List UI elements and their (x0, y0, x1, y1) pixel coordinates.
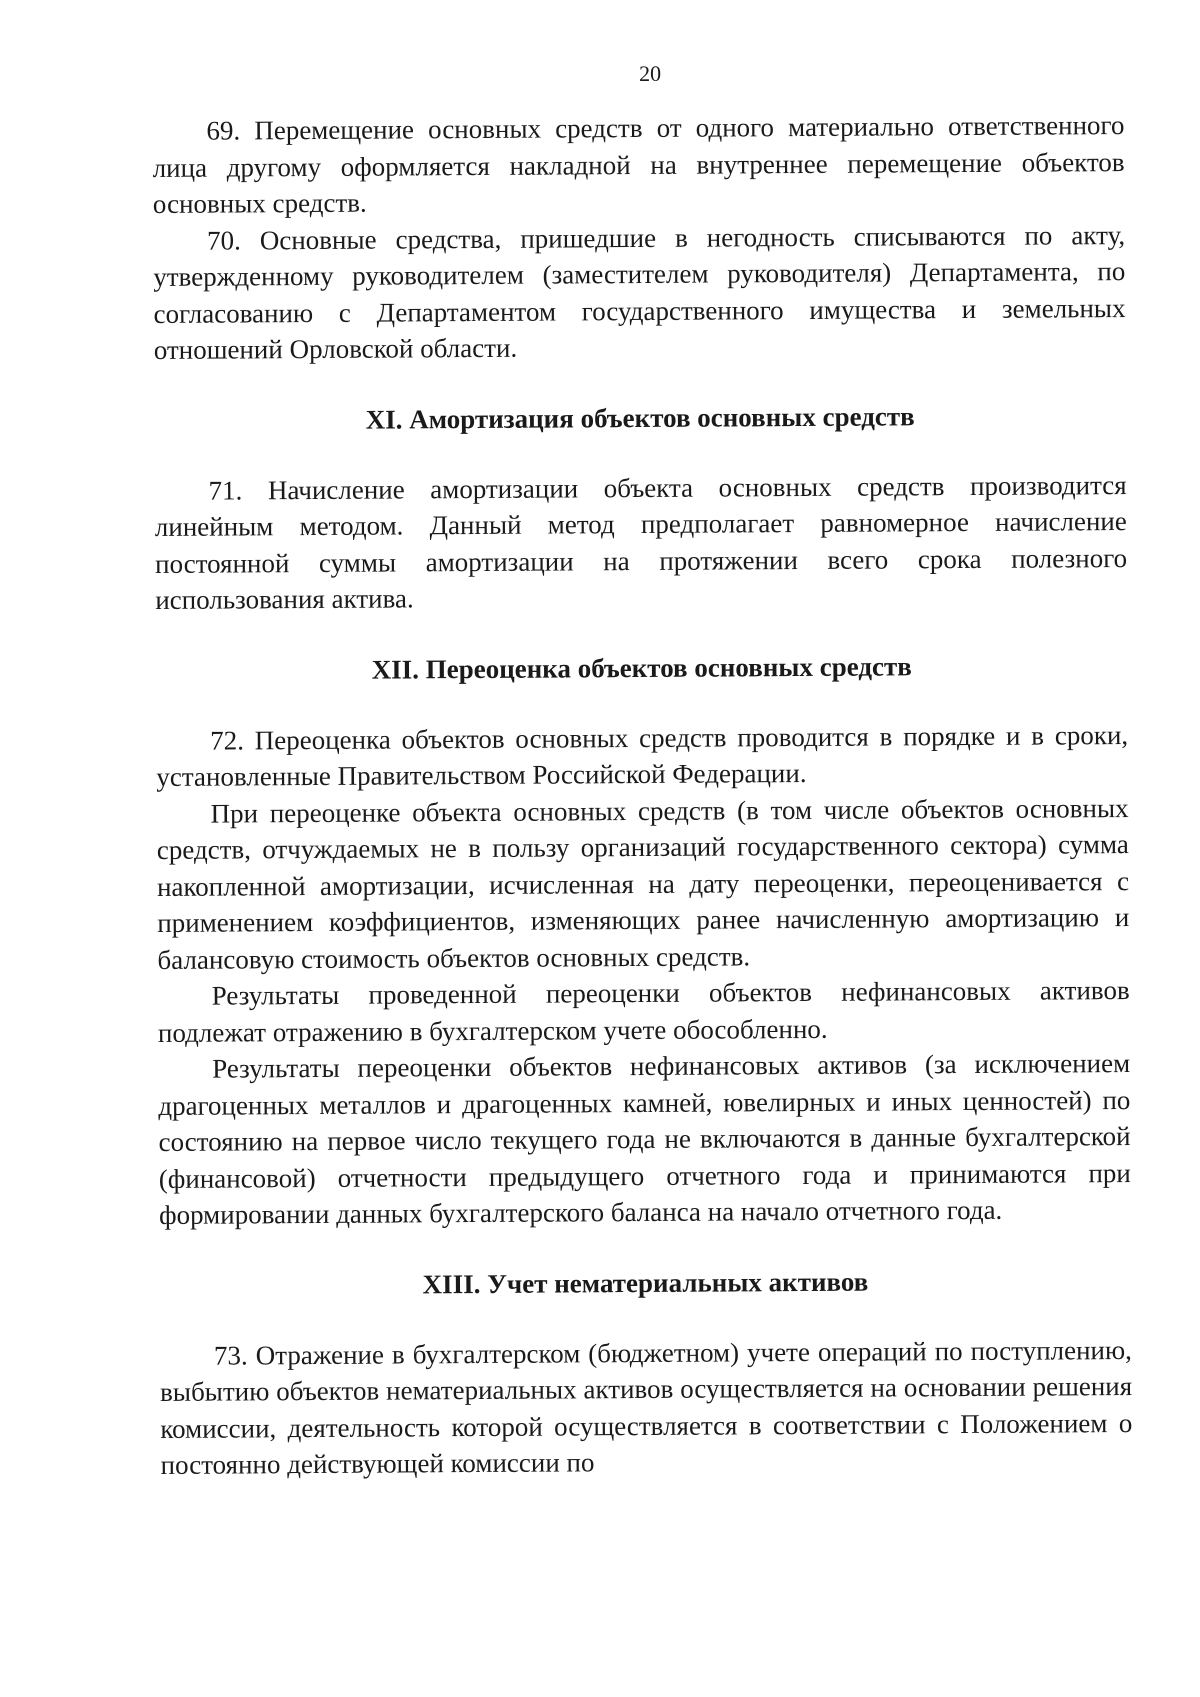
paragraph-72: 72. Переоценка объектов основных средств проводится в порядке и в сроки, установленные Правительством Российской Федерации. (156, 719, 1129, 792)
paragraph-69: 69. Перемещение основных средств от одного материально ответственного лица другому оформляется накладной на внутреннее перемещение объектов основных средств. (152, 110, 1125, 219)
paragraph-71: 71. Начисление амортизации объекта основных средств производится линейным методом. Данный метод предполагает равномерное начисление постоянной суммы амортизации на протяжении всего срока полезного использования актива. (154, 469, 1128, 615)
section-heading-xiii: XIII. Учет нематериальных активов (422, 1266, 869, 1299)
section-heading-xii: XII. Переоценка объектов основных средств (371, 650, 912, 685)
paragraph-73: 73. Отражение в бухгалтерском (бюджетном) учете операций по поступлению, выбытию объектов нематериальных активов осуществляется на основании решения комиссии, деятельность которой осуществляется в соответствии с Положением о постоянно действующей комиссии по (160, 1334, 1133, 1480)
page-number: 20 (639, 60, 662, 86)
section-heading-xi: XI. Амортизация объектов основных средств (365, 400, 915, 435)
paragraph-revaluation-depreciation: При переоценке объекта основных средств (в том числе объектов основных средств, отчуждаемых не в пользу организаций государственного сектора) сумма накопленной амортизации, исчисленная на дату переоценки, переоценивается с применением коэффициентов, изменяющих ранее начисленную амортизацию и балансовую стоимость объектов основных средств. (156, 792, 1130, 975)
paragraph-revaluation-reporting: Результаты переоценки объектов нефинансовых активов (за исключением драгоценных металлов и драгоценных камней, ювелирных и иных ценностей) по состоянию на первое число текущего года не включаются в данные бухгалтерской (финансовой) отчетности предыдущего отчетного года и принимаются при формировании данных бухгалтерского баланса на начало отчетного года. (158, 1048, 1131, 1230)
paragraph-70: 70. Основные средства, пришедшие в негодность списываются по акту, утвержденному руководителем (заместителем руководителя) Департамента, по согласованию с Департаментом государственного имущества и земельных отношений Орловской области. (153, 219, 1126, 365)
paragraph-revaluation-results: Результаты проведенной переоценки объектов нефинансовых активов подлежат отражению в бухгалтерском учете обособленно. (157, 975, 1130, 1048)
page-content (152, 57, 1134, 1663)
